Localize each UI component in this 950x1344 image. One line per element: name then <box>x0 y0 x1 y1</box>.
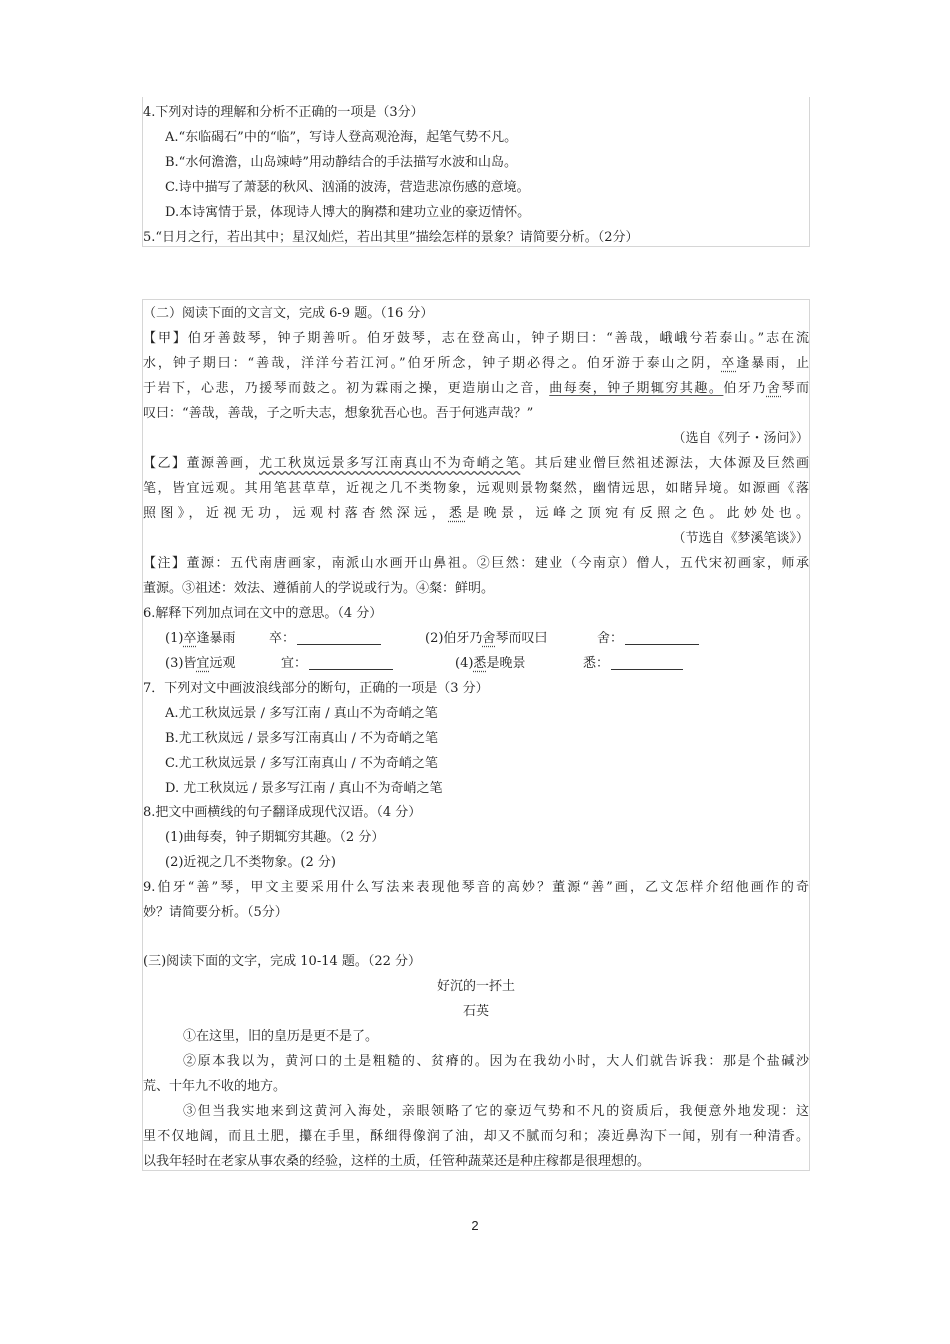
passage-yi-source: （节选自《梦溪笔谈》） <box>672 531 809 546</box>
q4-option-d: D.本诗寓情于景，体现诗人博大的胸襟和建功立业的豪迈情怀。 <box>165 205 531 220</box>
note-line-2: 董源。③祖述：效法、遵循前人的学说或行为。④粲：鲜明。 <box>143 581 495 596</box>
wavy-underlined-phrase: 尤工秋岚远景多写江南真山不为奇峭之笔 <box>259 456 521 471</box>
note-line-1: 【注】董源：五代南唐画家，南派山水画开山鼻祖。②巨然：建业（今南京）僧人，五代宋初画家，师承 <box>143 556 809 571</box>
q6-item-4: (4)悉是晚景 <box>455 656 526 671</box>
q6-label-2: 舍： <box>597 631 624 646</box>
question-block-4-5 <box>142 97 810 247</box>
essay-paragraph-3-line-2: 里不仅地阔，而且土肥，攥在手里，酥细得像润了油，却又不腻而匀和；凑近鼻沟下一闻，别有一种清香。 <box>143 1129 809 1144</box>
q7-option-a: A.尤工秋岚远景 / 多写江南 / 真山不为奇峭之笔 <box>165 706 438 721</box>
q6-row-1 <box>143 628 809 650</box>
underlined-sentence: 曲每奏，钟子期辄穷其趣。 <box>549 381 724 396</box>
passage-yi-line-3: 照图》，近视无功，远观村落杳然深远，悉是晚景，远峰之顶宛有反照之色。此妙处也。 <box>143 506 809 521</box>
essay-paragraph-2-line-2: 荒、十年九不收的地方。 <box>143 1079 287 1094</box>
dotted-word: 舍 <box>766 381 782 396</box>
passage-jia-line-1: 【甲】伯牙善鼓琴，钟子期善听。伯牙鼓琴，志在登高山，钟子期曰：“善哉，峨峨兮若泰山。”志在流 <box>143 331 809 346</box>
q8-stem: 8.把文中画横线的句子翻译成现代汉语。（4 分） <box>143 805 422 820</box>
dotted-word: 悉 <box>448 506 467 521</box>
section3-heading: (三)阅读下面的文字，完成 10-14 题。（22 分） <box>143 954 422 969</box>
q6-stem: 6.解释下列加点词在文中的意思。（4 分） <box>143 606 383 621</box>
q7-option-d: D. 尤工秋岚远 / 景多写江南 / 真山不为奇峭之笔 <box>165 781 443 796</box>
dotted-word: 卒 <box>721 356 737 371</box>
q7-option-c: C.尤工秋岚远景 / 多写江南真山 / 不为奇峭之笔 <box>165 756 438 771</box>
q6-row-2 <box>143 653 809 675</box>
q4-stem: 4.下列对诗的理解和分析不正确的一项是（3分） <box>143 105 424 120</box>
passage-jia-line-4: 叹曰：“善哉，善哉，子之听夫志，想象犹吾心也。吾于何逃声哉？” <box>143 406 534 421</box>
passage-yi-line-2: 笔，皆宜远观。其用笔甚草草，近视之几不类物象，远观则景物粲然，幽情远思，如睹异境。如源画《落 <box>143 481 809 496</box>
essay-author: 石英 <box>462 1004 489 1019</box>
reading-block <box>142 299 810 1171</box>
q6-answer-blank-1[interactable] <box>297 631 381 645</box>
passage-jia-line-3: 于岩下，心悲，乃援琴而鼓之。初为霖雨之操，更造崩山之音，曲每奏，钟子期辄穷其趣。伯牙乃舍琴而 <box>143 381 809 396</box>
passage-yi-line-1: 【乙】董源善画，尤工秋岚远景多写江南真山不为奇峭之笔。其后建业僧巨然祖述源法，大体源及巨然画 <box>143 456 809 471</box>
essay-paragraph-3-line-1: ③但当我实地来到这黄河入海处，亲眼领略了它的豪迈气势和不凡的资质后，我便意外地发现：这 <box>183 1104 809 1119</box>
q6-label-1: 卒： <box>269 631 296 646</box>
essay-paragraph-1: ①在这里，旧的皇历是更不是了。 <box>183 1029 379 1044</box>
q6-item-2: (2)伯牙乃舍琴而叹曰 <box>425 631 548 646</box>
q9-line-1: 9.伯牙“善”琴，甲文主要采用什么写法来表现他琴音的高妙？董源“善”画，乙文怎样介绍他画作的奇 <box>143 880 809 895</box>
q9-line-2: 妙？请简要分析。（5分） <box>143 905 288 920</box>
q6-answer-blank-2[interactable] <box>625 631 699 645</box>
q8-item-1: (1)曲每奏，钟子期辄穷其趣。（2 分） <box>165 830 385 845</box>
q4-option-c: C.诗中描写了萧瑟的秋风、汹涌的波涛，营造悲凉伤感的意境。 <box>165 180 530 195</box>
passage-jia-line-2: 水，钟子期曰：“善哉，洋洋兮若江河。”伯牙所念，钟子期必得之。伯牙游于泰山之阴，卒逢暴雨，止 <box>143 356 809 371</box>
essay-title: 好沉的一抔土 <box>436 979 515 994</box>
q5-stem: 5.“日月之行，若出其中；星汉灿烂，若出其里”描绘怎样的景象？请简要分析。（2分） <box>143 230 639 245</box>
q6-answer-blank-3[interactable] <box>309 656 393 670</box>
q6-item-3: (3)皆宜远观 <box>165 656 236 671</box>
q4-option-a: A.“东临碣石”中的“临”，写诗人登高观沧海，起笔气势不凡。 <box>165 130 518 145</box>
essay-paragraph-2-line-1: ②原本我以为，黄河口的土是粗糙的、贫瘠的。因为在我幼小时，大人们就告诉我：那是个盐碱沙 <box>183 1054 809 1069</box>
q8-item-2: (2)近视之几不类物象。(2 分) <box>165 855 336 870</box>
passage-jia-source: （选自《列子・汤问》） <box>672 431 809 446</box>
q6-label-3: 宜： <box>281 656 308 671</box>
section2-heading: （二）阅读下面的文言文，完成 6-9 题。（16 分） <box>143 306 434 321</box>
q4-option-b: B.“水何澹澹，山岛竦峙”用动静结合的手法描写水波和山岛。 <box>165 155 517 170</box>
q6-label-4: 悉： <box>583 656 610 671</box>
q6-answer-blank-4[interactable] <box>611 656 683 670</box>
page-number: 2 <box>471 1218 479 1233</box>
essay-paragraph-3-line-3: 以我年轻时在老家从事农桑的经验，这样的土质，任管种蔬菜还是种庄稼都是很理想的。 <box>143 1154 651 1169</box>
q7-stem: 7．下列对文中画波浪线部分的断句，正确的一项是（3 分） <box>143 681 489 696</box>
q7-option-b: B.尤工秋岚远 / 景多写江南真山 / 不为奇峭之笔 <box>165 731 438 746</box>
q6-item-1: (1)卒逢暴雨 <box>165 631 236 646</box>
